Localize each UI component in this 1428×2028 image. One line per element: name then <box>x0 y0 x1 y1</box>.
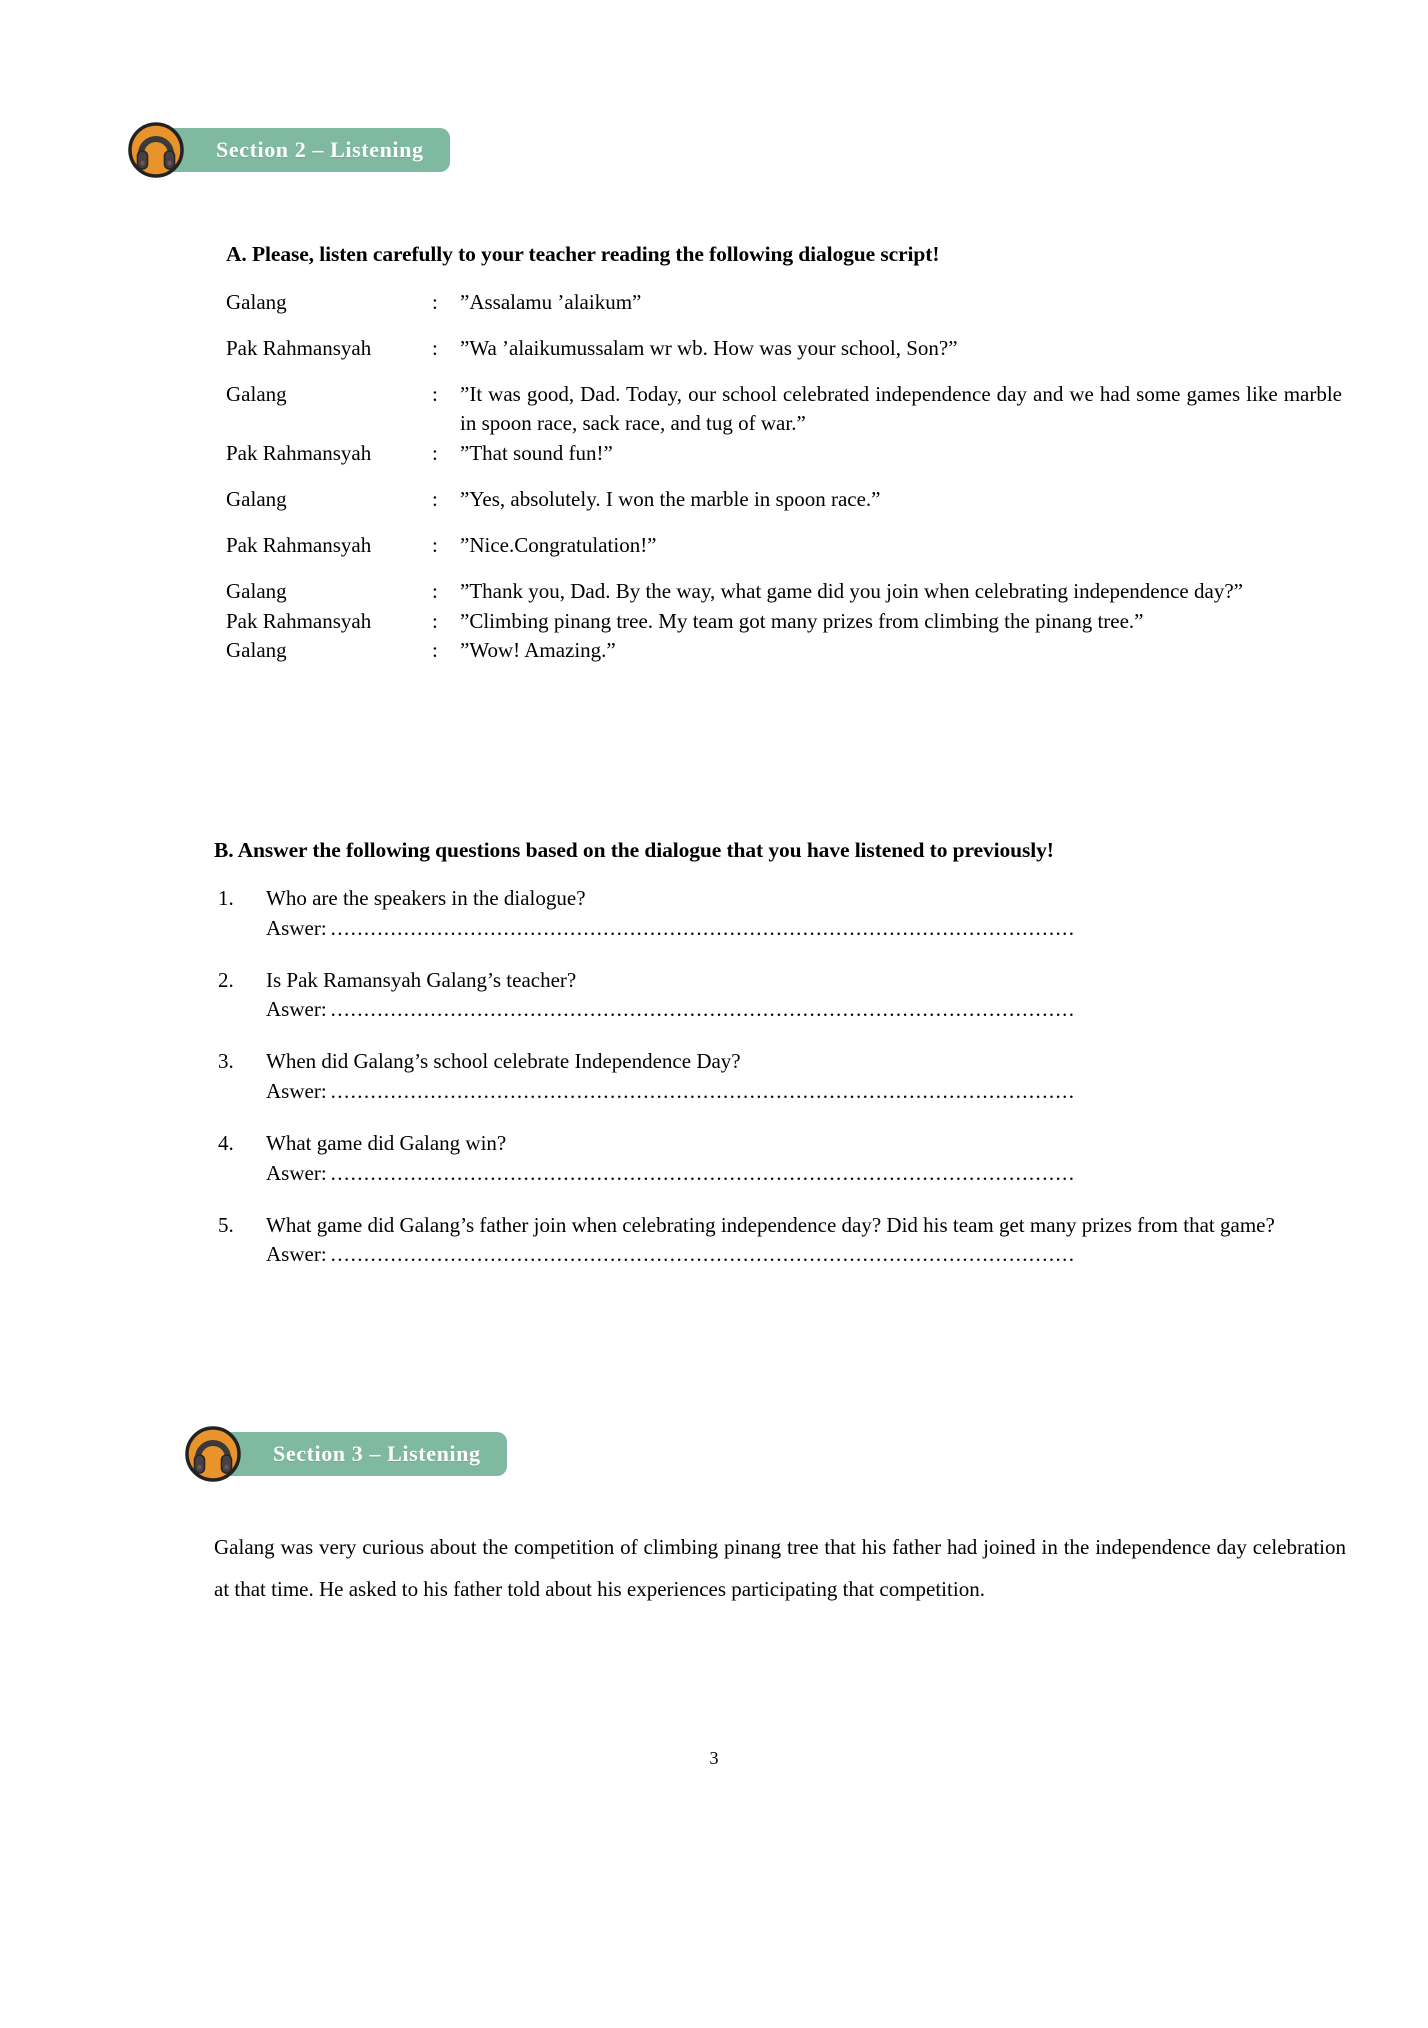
dialogue-speaker: Galang <box>226 638 287 663</box>
answer-dotted-leader[interactable]: ................................................................................................................ <box>330 1079 1076 1104</box>
answer-line[interactable] <box>266 914 1344 944</box>
question-number: 5. <box>218 1212 234 1237</box>
question-item <box>214 884 1344 944</box>
answer-label: Aswer: <box>266 997 327 1022</box>
dialogue-row <box>226 485 1344 531</box>
dialogue-row <box>226 636 1344 666</box>
answer-label: Aswer: <box>266 1160 327 1185</box>
answer-label: Aswer: <box>266 1079 327 1104</box>
answer-label: Aswer: <box>266 915 327 940</box>
answer-line[interactable] <box>266 1159 1344 1189</box>
part-a-heading: A. Please, listen carefully to your teacher reading the following dialogue script! <box>226 242 940 266</box>
dialogue-speaker: Pak Rahmansyah <box>226 441 372 466</box>
question-item <box>214 1129 1344 1189</box>
dialogue-colon: : <box>432 532 438 557</box>
question-text: Is Pak Ramansyah Galang’s teacher? <box>266 967 577 992</box>
question-item <box>214 1047 1344 1107</box>
dialogue-colon: : <box>432 290 438 314</box>
dialogue-colon: : <box>432 578 438 603</box>
answer-dotted-leader[interactable]: ................................................................................................................ <box>330 1160 1076 1185</box>
section-3-label: Section 3 – Listening <box>273 1441 481 1466</box>
answer-line[interactable] <box>266 995 1344 1025</box>
question-text: What game did Galang win? <box>266 1130 507 1155</box>
question-text: When did Galang’s school celebrate Independence Day? <box>266 1049 741 1074</box>
dialogue-row <box>226 334 1344 380</box>
dialogue-speaker: Galang <box>226 578 287 603</box>
dialogue-colon: : <box>432 335 438 360</box>
dialogue-line: ”That sound fun!” <box>460 441 613 466</box>
dialogue-line: ”Yes, absolutely. I won the marble in spoon race.” <box>460 487 881 512</box>
dialogue-row <box>226 531 1344 577</box>
dialogue-speaker: Galang <box>226 487 287 512</box>
dialogue-line: ”Wa ’alaikumussalam wr wb. How was your school, Son?” <box>460 335 958 360</box>
section-2-label: Section 2 – Listening <box>216 137 424 162</box>
dialogue-line: ”Nice.Congratulation!” <box>460 532 657 557</box>
dialogue-line: ”Climbing pinang tree. My team got many prizes from climbing the pinang tree.” <box>460 608 1144 633</box>
dialogue-script <box>226 288 1344 666</box>
page-number: 3 <box>709 1748 719 1768</box>
question-number: 2. <box>218 967 234 992</box>
question-item <box>214 966 1344 1026</box>
dialogue-speaker: Galang <box>226 381 287 406</box>
dialogue-colon: : <box>432 638 438 663</box>
dialogue-colon: : <box>432 487 438 512</box>
dialogue-row <box>226 288 1344 334</box>
answer-line[interactable] <box>266 1077 1344 1107</box>
section-3-badge <box>185 1430 507 1478</box>
section-2-pill <box>150 128 450 172</box>
question-number: 4. <box>218 1130 234 1155</box>
section-3-paragraph: Galang was very curious about the competition of climbing pinang tree that his father had joined in the independence day celebration at that time. He asked to his father told about his experiences participating that competition. <box>214 1535 1346 1601</box>
dialogue-line: ”It was good, Dad. Today, our school celebrated independence day and we had some games like marble in spoon race, sack race, and tug of war.” <box>460 381 1342 436</box>
question-number: 1. <box>218 886 234 910</box>
question-item <box>214 1211 1344 1271</box>
answer-label: Aswer: <box>266 1242 327 1267</box>
dialogue-table <box>226 288 1344 666</box>
section-2-badge <box>128 126 450 174</box>
dialogue-speaker: Pak Rahmansyah <box>226 335 372 360</box>
headphones-icon <box>128 122 184 178</box>
dialogue-speaker: Galang <box>226 290 287 314</box>
question-number: 3. <box>218 1049 234 1074</box>
answer-dotted-leader[interactable]: ................................................................................................................ <box>330 1242 1076 1267</box>
dialogue-row <box>226 439 1344 485</box>
answer-dotted-leader[interactable]: ................................................................................................................ <box>330 915 1076 940</box>
questions-list <box>214 884 1344 1292</box>
dialogue-row <box>226 380 1344 440</box>
answer-dotted-leader[interactable]: ................................................................................................................ <box>330 997 1076 1022</box>
headphones-icon <box>185 1426 241 1482</box>
dialogue-colon: : <box>432 441 438 466</box>
part-b-heading: B. Answer the following questions based on the dialogue that you have listened to previously! <box>214 838 1054 862</box>
dialogue-speaker: Pak Rahmansyah <box>226 608 372 633</box>
dialogue-colon: : <box>432 608 438 633</box>
dialogue-line: ”Thank you, Dad. By the way, what game did you join when celebrating independence day?” <box>460 578 1243 603</box>
question-text: Who are the speakers in the dialogue? <box>266 886 586 910</box>
dialogue-colon: : <box>432 381 438 406</box>
section-3-pill <box>207 1432 507 1476</box>
question-text: What game did Galang’s father join when celebrating independence day? Did his team get many prizes from that game? <box>266 1212 1275 1237</box>
dialogue-speaker: Pak Rahmansyah <box>226 532 372 557</box>
dialogue-row <box>226 607 1344 637</box>
dialogue-line: ”Wow! Amazing.” <box>460 638 616 663</box>
dialogue-row <box>226 577 1344 607</box>
answer-line[interactable] <box>266 1240 1344 1270</box>
dialogue-line: ”Assalamu ’alaikum” <box>460 290 642 314</box>
